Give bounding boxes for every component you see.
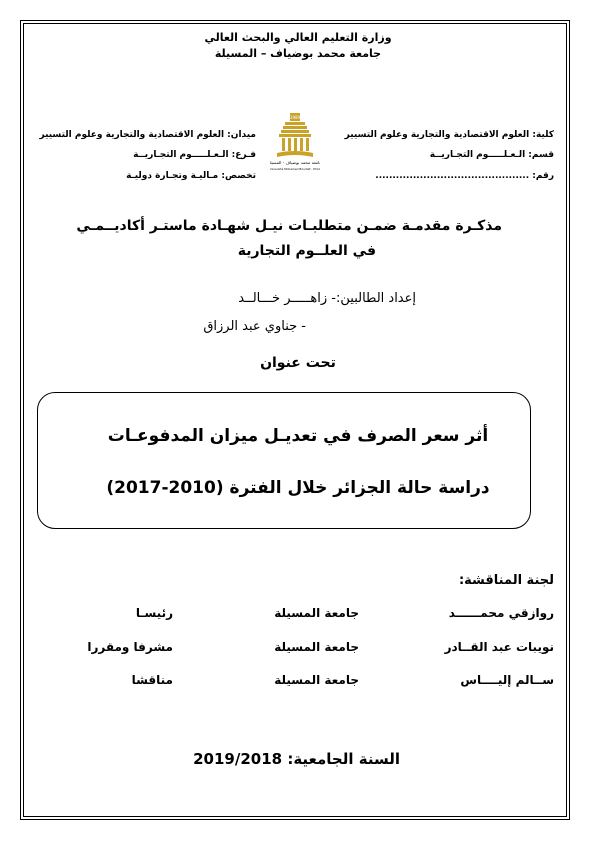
jury-member-name: نويبات عبد القــادر <box>444 640 554 654</box>
number-label: رقم: ............................................. <box>375 171 554 181</box>
field-label: ميدان: العلوم الاقتصادية والتجارية وعلوم التسيير <box>39 130 256 140</box>
university-logo-icon <box>270 111 320 173</box>
jury-member-university: جامعة المسيلة <box>274 606 359 620</box>
jury-member-role: رئيسـا <box>135 606 173 620</box>
jury-title: لجنة المناقشة: <box>458 573 554 588</box>
jury-member-name: ســالم إليــــاس <box>460 673 554 687</box>
thesis-title-line2: دراسة حالة الجزائر خلال الفترة (2010-2017) <box>106 478 490 498</box>
department-label: قسم: الـعـلـــــوم التجـاريــة <box>429 150 554 160</box>
jury-member-name: روازقي محمــــــد <box>448 606 554 620</box>
academic-year: السنة الجامعية: 2019/2018 <box>193 750 400 768</box>
specialty-label: تخصص: مـاليـة وتجـارة دوليـة <box>126 171 256 181</box>
logo-year: 1989 <box>289 115 301 120</box>
university-logo <box>270 111 320 173</box>
jury-member-university: جامعة المسيلة <box>274 673 359 687</box>
faculty-label: كلية: العلوم الاقتصادية والتجارية وعلوم التسيير <box>344 130 554 140</box>
logo-name-fr: Université Mohamed Boudiaf - M'sila <box>270 167 320 171</box>
jury-member-role: مناقشا <box>131 673 173 687</box>
thesis-title-line1: أثر سعر الصرف في تعديـل ميزان المدفوعـات <box>107 426 489 446</box>
ministry-name: وزارة التعليم العالي والبحث العالي <box>204 31 392 44</box>
students-line1: إعداد الطالبين:- زاهـــــر خـــالــد <box>238 291 416 306</box>
students-line2: - جناوي عبد الرزاق <box>203 319 306 334</box>
jury-member-university: جامعة المسيلة <box>274 640 359 654</box>
university-name: جامعة محمد بوضياف – المسيلة <box>214 47 382 60</box>
ministry-header <box>0 31 596 63</box>
logo-name-ar: جامعة محمد بوضياف - المسيلة <box>270 160 320 165</box>
branch-label: فـرع: الـعـلـــــوم التجـاريــة <box>133 150 256 160</box>
jury-member-role: مشرفا ومقررا <box>87 640 173 654</box>
thesis-purpose-line1: مذكـرة مقدمـة ضمـن متطلبـات نيـل شهـادة ماستـر أكاديــمـي <box>76 218 502 234</box>
thesis-title-box <box>37 392 531 529</box>
under-title-label: تحت عنوان <box>260 355 336 371</box>
thesis-purpose-line2: في العلــوم التجارية <box>237 243 376 259</box>
